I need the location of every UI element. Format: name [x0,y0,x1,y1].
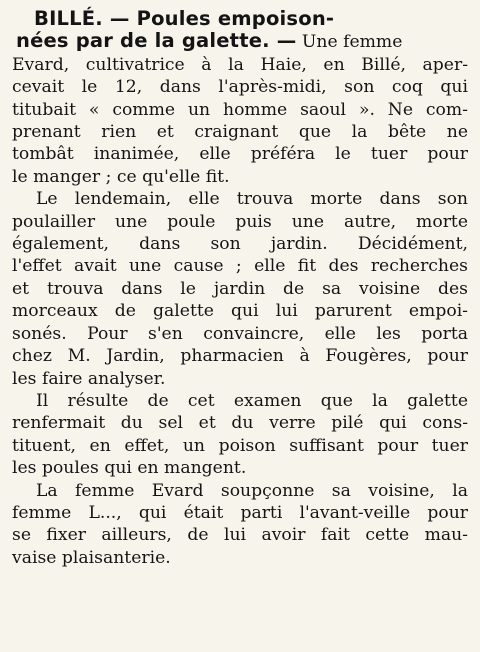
article-text-line: chez M. Jardin, pharmacien à Fougères, pour [12,346,468,367]
article-paragraph [12,480,468,570]
article-text-line: sonés. Pour s'en convaincre, elle les porta [12,323,468,344]
article-text-line: tombât inanimée, elle préféra le tuer pour [12,144,468,165]
article-body [12,54,468,569]
article-text-line: les faire analyser. [12,368,166,389]
article-text-line: poulailler une poule puis une autre, morte [12,211,468,232]
article-text-line: femme L..., qui était parti l'avant-veille pour [12,502,468,523]
article-text-line: titubait « comme un homme saoul ». Ne com- [12,99,468,120]
article-text-line: Evard, cultivatrice à la Haie, en Billé, aper- [12,54,468,75]
article-heading-line-1: BILLÉ. — Poules empoison- [34,7,335,30]
article-heading-title-end: nées par de la galette. — [16,29,297,53]
article-paragraph [12,390,468,480]
article-text-line: les poules qui en mangent. [12,458,247,479]
article-text-line: Le lendemain, elle trouva morte dans son [36,189,468,210]
article-text-line: renfermait du sel et du verre pilé qui cons- [12,413,468,434]
article-text-line: prenant rien et craignant que la bête ne [12,122,468,143]
article-text-line: et trouva dans le jardin de sa voisine des [12,278,468,299]
article-text-line: La femme Evard soupçonne sa voisine, la [36,480,468,501]
article-text-line: également, dans son jardin. Décidément, [12,234,468,255]
article-paragraph [12,54,468,188]
article-text-line: vaise plaisanterie. [12,547,171,568]
article-paragraph [12,188,468,390]
article-text-line: tituent, en effet, un poison suffisant pour tuer [12,435,468,456]
article-text-line: Il résulte de cet examen que la galette [36,390,468,411]
article-heading [12,8,468,54]
article-text-line: l'effet avait une cause ; elle fit des recherches [12,256,468,277]
article-heading-line-2 [12,30,468,53]
article-text-line: cevait le 12, dans l'après-midi, son coq qui [12,77,468,98]
article-text-line: morceaux de galette qui lui parurent empoi- [12,301,468,322]
article-text-line: le manger ; ce qu'elle fit. [12,166,230,187]
article-text-line: se fixer ailleurs, de lui avoir fait cette mau- [12,525,468,546]
article-lead-in-text: Une femme [296,32,403,53]
